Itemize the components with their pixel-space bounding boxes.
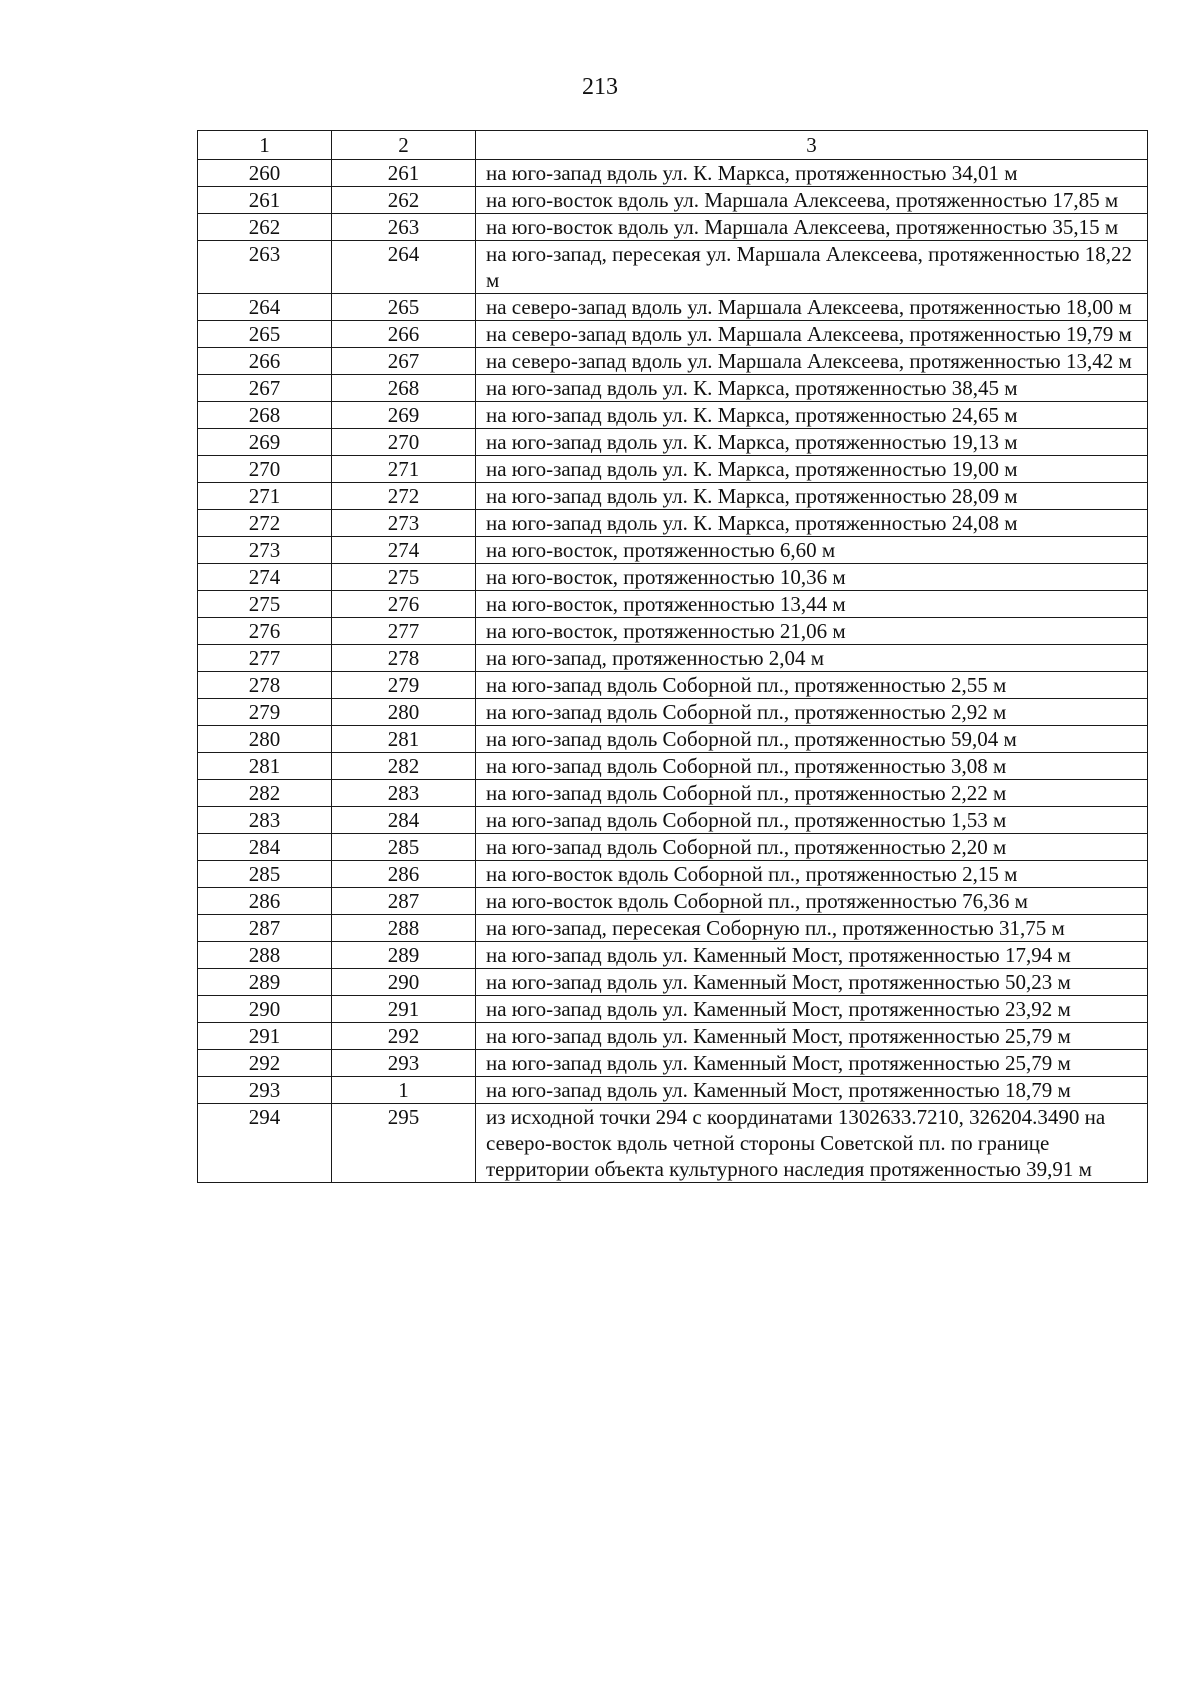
point-from-cell: 260 xyxy=(198,160,332,187)
point-to-cell: 1 xyxy=(332,1077,476,1104)
table-row xyxy=(198,996,1148,1023)
table-row xyxy=(198,780,1148,807)
point-from-cell: 271 xyxy=(198,483,332,510)
table-row xyxy=(198,807,1148,834)
point-to-cell: 272 xyxy=(332,483,476,510)
table-row xyxy=(198,591,1148,618)
table-row xyxy=(198,915,1148,942)
point-from-cell: 292 xyxy=(198,1050,332,1077)
segment-description-cell: на северо-запад вдоль ул. Маршала Алексеева, протяженностью 18,00 м xyxy=(476,294,1148,321)
segment-description-cell: на юго-запад вдоль Соборной пл., протяженностью 59,04 м xyxy=(476,726,1148,753)
segment-description-cell: на юго-запад вдоль Соборной пл., протяженностью 2,55 м xyxy=(476,672,1148,699)
point-from-cell: 280 xyxy=(198,726,332,753)
table-row xyxy=(198,699,1148,726)
table-row xyxy=(198,969,1148,996)
point-to-cell: 262 xyxy=(332,187,476,214)
point-from-cell: 261 xyxy=(198,187,332,214)
point-from-cell: 262 xyxy=(198,214,332,241)
table-row xyxy=(198,888,1148,915)
segment-description-cell: на юго-запад вдоль Соборной пл., протяженностью 2,20 м xyxy=(476,834,1148,861)
point-from-cell: 282 xyxy=(198,780,332,807)
point-to-cell: 263 xyxy=(332,214,476,241)
segment-description-cell: на юго-восток вдоль Соборной пл., протяженностью 76,36 м xyxy=(476,888,1148,915)
segment-description-cell: на юго-восток вдоль Соборной пл., протяженностью 2,15 м xyxy=(476,861,1148,888)
segment-description-cell: на юго-запад вдоль ул. К. Маркса, протяженностью 28,09 м xyxy=(476,483,1148,510)
column-header-to: 2 xyxy=(332,131,476,160)
point-from-cell: 265 xyxy=(198,321,332,348)
segment-description-cell: на юго-запад вдоль Соборной пл., протяженностью 2,22 м xyxy=(476,780,1148,807)
point-from-cell: 294 xyxy=(198,1104,332,1183)
point-from-cell: 263 xyxy=(198,241,332,294)
table-row xyxy=(198,1077,1148,1104)
point-to-cell: 271 xyxy=(332,456,476,483)
segment-description-cell: на юго-запад вдоль ул. К. Маркса, протяженностью 38,45 м xyxy=(476,375,1148,402)
segment-description-cell: на юго-запад вдоль Соборной пл., протяженностью 1,53 м xyxy=(476,807,1148,834)
segment-description-cell: на юго-запад вдоль ул. Каменный Мост, протяженностью 23,92 м xyxy=(476,996,1148,1023)
point-to-cell: 288 xyxy=(332,915,476,942)
point-from-cell: 279 xyxy=(198,699,332,726)
point-to-cell: 291 xyxy=(332,996,476,1023)
segment-description-cell: на северо-запад вдоль ул. Маршала Алексеева, протяженностью 13,42 м xyxy=(476,348,1148,375)
table-row xyxy=(198,942,1148,969)
segment-description-cell: на юго-восток вдоль ул. Маршала Алексеева, протяженностью 17,85 м xyxy=(476,187,1148,214)
segment-description-cell: на юго-запад вдоль ул. Каменный Мост, протяженностью 25,79 м xyxy=(476,1023,1148,1050)
point-to-cell: 287 xyxy=(332,888,476,915)
table-row xyxy=(198,861,1148,888)
segment-description-cell: на юго-запад вдоль ул. Каменный Мост, протяженностью 25,79 м xyxy=(476,1050,1148,1077)
point-from-cell: 273 xyxy=(198,537,332,564)
segment-description-cell: на юго-запад вдоль ул. К. Маркса, протяженностью 19,13 м xyxy=(476,429,1148,456)
point-from-cell: 274 xyxy=(198,564,332,591)
boundary-table xyxy=(197,130,1148,1183)
table-row xyxy=(198,483,1148,510)
point-from-cell: 289 xyxy=(198,969,332,996)
table-row xyxy=(198,402,1148,429)
table-row xyxy=(198,1023,1148,1050)
segment-description-cell: на юго-запад вдоль ул. К. Маркса, протяженностью 19,00 м xyxy=(476,456,1148,483)
segment-description-cell: на юго-запад вдоль ул. К. Маркса, протяженностью 24,65 м xyxy=(476,402,1148,429)
point-from-cell: 290 xyxy=(198,996,332,1023)
table-row xyxy=(198,321,1148,348)
table-row xyxy=(198,294,1148,321)
point-to-cell: 289 xyxy=(332,942,476,969)
point-to-cell: 269 xyxy=(332,402,476,429)
point-to-cell: 280 xyxy=(332,699,476,726)
table-row xyxy=(198,726,1148,753)
table-row xyxy=(198,537,1148,564)
point-from-cell: 284 xyxy=(198,834,332,861)
point-from-cell: 264 xyxy=(198,294,332,321)
point-from-cell: 267 xyxy=(198,375,332,402)
segment-description-cell: на юго-восток, протяженностью 6,60 м xyxy=(476,537,1148,564)
segment-description-cell: на юго-восток вдоль ул. Маршала Алексеева, протяженностью 35,15 м xyxy=(476,214,1148,241)
table-row xyxy=(198,429,1148,456)
table-row xyxy=(198,1050,1148,1077)
table-row xyxy=(198,456,1148,483)
segment-description-cell: на юго-запад вдоль Соборной пл., протяженностью 3,08 м xyxy=(476,753,1148,780)
point-from-cell: 278 xyxy=(198,672,332,699)
segment-description-cell: на юго-запад вдоль Соборной пл., протяженностью 2,92 м xyxy=(476,699,1148,726)
segment-description-cell: на юго-запад вдоль ул. К. Маркса, протяженностью 24,08 м xyxy=(476,510,1148,537)
segment-description-cell: на юго-восток, протяженностью 21,06 м xyxy=(476,618,1148,645)
point-to-cell: 276 xyxy=(332,591,476,618)
segment-description-cell: на юго-запад, пересекая ул. Маршала Алексеева, протяженностью 18,22 м xyxy=(476,241,1148,294)
point-to-cell: 285 xyxy=(332,834,476,861)
segment-description-cell: на юго-восток, протяженностью 13,44 м xyxy=(476,591,1148,618)
point-to-cell: 283 xyxy=(332,780,476,807)
point-from-cell: 285 xyxy=(198,861,332,888)
point-from-cell: 288 xyxy=(198,942,332,969)
point-from-cell: 268 xyxy=(198,402,332,429)
table-row xyxy=(198,645,1148,672)
point-from-cell: 281 xyxy=(198,753,332,780)
table-row xyxy=(198,214,1148,241)
point-from-cell: 291 xyxy=(198,1023,332,1050)
table-row xyxy=(198,672,1148,699)
segment-description-cell: на юго-запад вдоль ул. Каменный Мост, протяженностью 50,23 м xyxy=(476,969,1148,996)
point-from-cell: 269 xyxy=(198,429,332,456)
segment-description-cell: на юго-восток, протяженностью 10,36 м xyxy=(476,564,1148,591)
table-row xyxy=(198,618,1148,645)
point-from-cell: 272 xyxy=(198,510,332,537)
table-row xyxy=(198,834,1148,861)
segment-description-cell: на юго-запад вдоль ул. К. Маркса, протяженностью 34,01 м xyxy=(476,160,1148,187)
point-to-cell: 282 xyxy=(332,753,476,780)
point-from-cell: 287 xyxy=(198,915,332,942)
point-from-cell: 275 xyxy=(198,591,332,618)
segment-description-cell: на северо-запад вдоль ул. Маршала Алексеева, протяженностью 19,79 м xyxy=(476,321,1148,348)
table-row xyxy=(198,160,1148,187)
table-row xyxy=(198,241,1148,294)
point-to-cell: 281 xyxy=(332,726,476,753)
point-to-cell: 265 xyxy=(332,294,476,321)
table-row xyxy=(198,1104,1148,1183)
point-to-cell: 266 xyxy=(332,321,476,348)
point-to-cell: 286 xyxy=(332,861,476,888)
table-row xyxy=(198,753,1148,780)
table-row xyxy=(198,348,1148,375)
point-to-cell: 277 xyxy=(332,618,476,645)
point-from-cell: 276 xyxy=(198,618,332,645)
point-from-cell: 270 xyxy=(198,456,332,483)
column-header-from: 1 xyxy=(198,131,332,160)
point-to-cell: 279 xyxy=(332,672,476,699)
point-to-cell: 290 xyxy=(332,969,476,996)
point-from-cell: 283 xyxy=(198,807,332,834)
point-to-cell: 270 xyxy=(332,429,476,456)
point-to-cell: 278 xyxy=(332,645,476,672)
table-row xyxy=(198,375,1148,402)
point-to-cell: 295 xyxy=(332,1104,476,1183)
segment-description-cell: на юго-запад, пересекая Соборную пл., протяженностью 31,75 м xyxy=(476,915,1148,942)
point-to-cell: 275 xyxy=(332,564,476,591)
point-to-cell: 264 xyxy=(332,241,476,294)
table-row xyxy=(198,564,1148,591)
point-to-cell: 267 xyxy=(332,348,476,375)
column-header-description: 3 xyxy=(476,131,1148,160)
point-from-cell: 286 xyxy=(198,888,332,915)
page-number: 213 xyxy=(582,74,618,100)
point-to-cell: 273 xyxy=(332,510,476,537)
point-from-cell: 293 xyxy=(198,1077,332,1104)
table-header-row xyxy=(198,131,1148,160)
point-to-cell: 274 xyxy=(332,537,476,564)
segment-description-cell: из исходной точки 294 с координатами 1302633.7210, 326204.3490 на северо-восток вдоль четной стороны Советской пл. по границе территории объекта культурного наследия протяженностью 39,91 м xyxy=(476,1104,1148,1183)
point-from-cell: 266 xyxy=(198,348,332,375)
segment-description-cell: на юго-запад, протяженностью 2,04 м xyxy=(476,645,1148,672)
point-from-cell: 277 xyxy=(198,645,332,672)
point-to-cell: 292 xyxy=(332,1023,476,1050)
table-body xyxy=(198,131,1148,1183)
point-to-cell: 268 xyxy=(332,375,476,402)
point-to-cell: 293 xyxy=(332,1050,476,1077)
segment-description-cell: на юго-запад вдоль ул. Каменный Мост, протяженностью 17,94 м xyxy=(476,942,1148,969)
segment-description-cell: на юго-запад вдоль ул. Каменный Мост, протяженностью 18,79 м xyxy=(476,1077,1148,1104)
table-row xyxy=(198,510,1148,537)
table-row xyxy=(198,187,1148,214)
point-to-cell: 261 xyxy=(332,160,476,187)
point-to-cell: 284 xyxy=(332,807,476,834)
